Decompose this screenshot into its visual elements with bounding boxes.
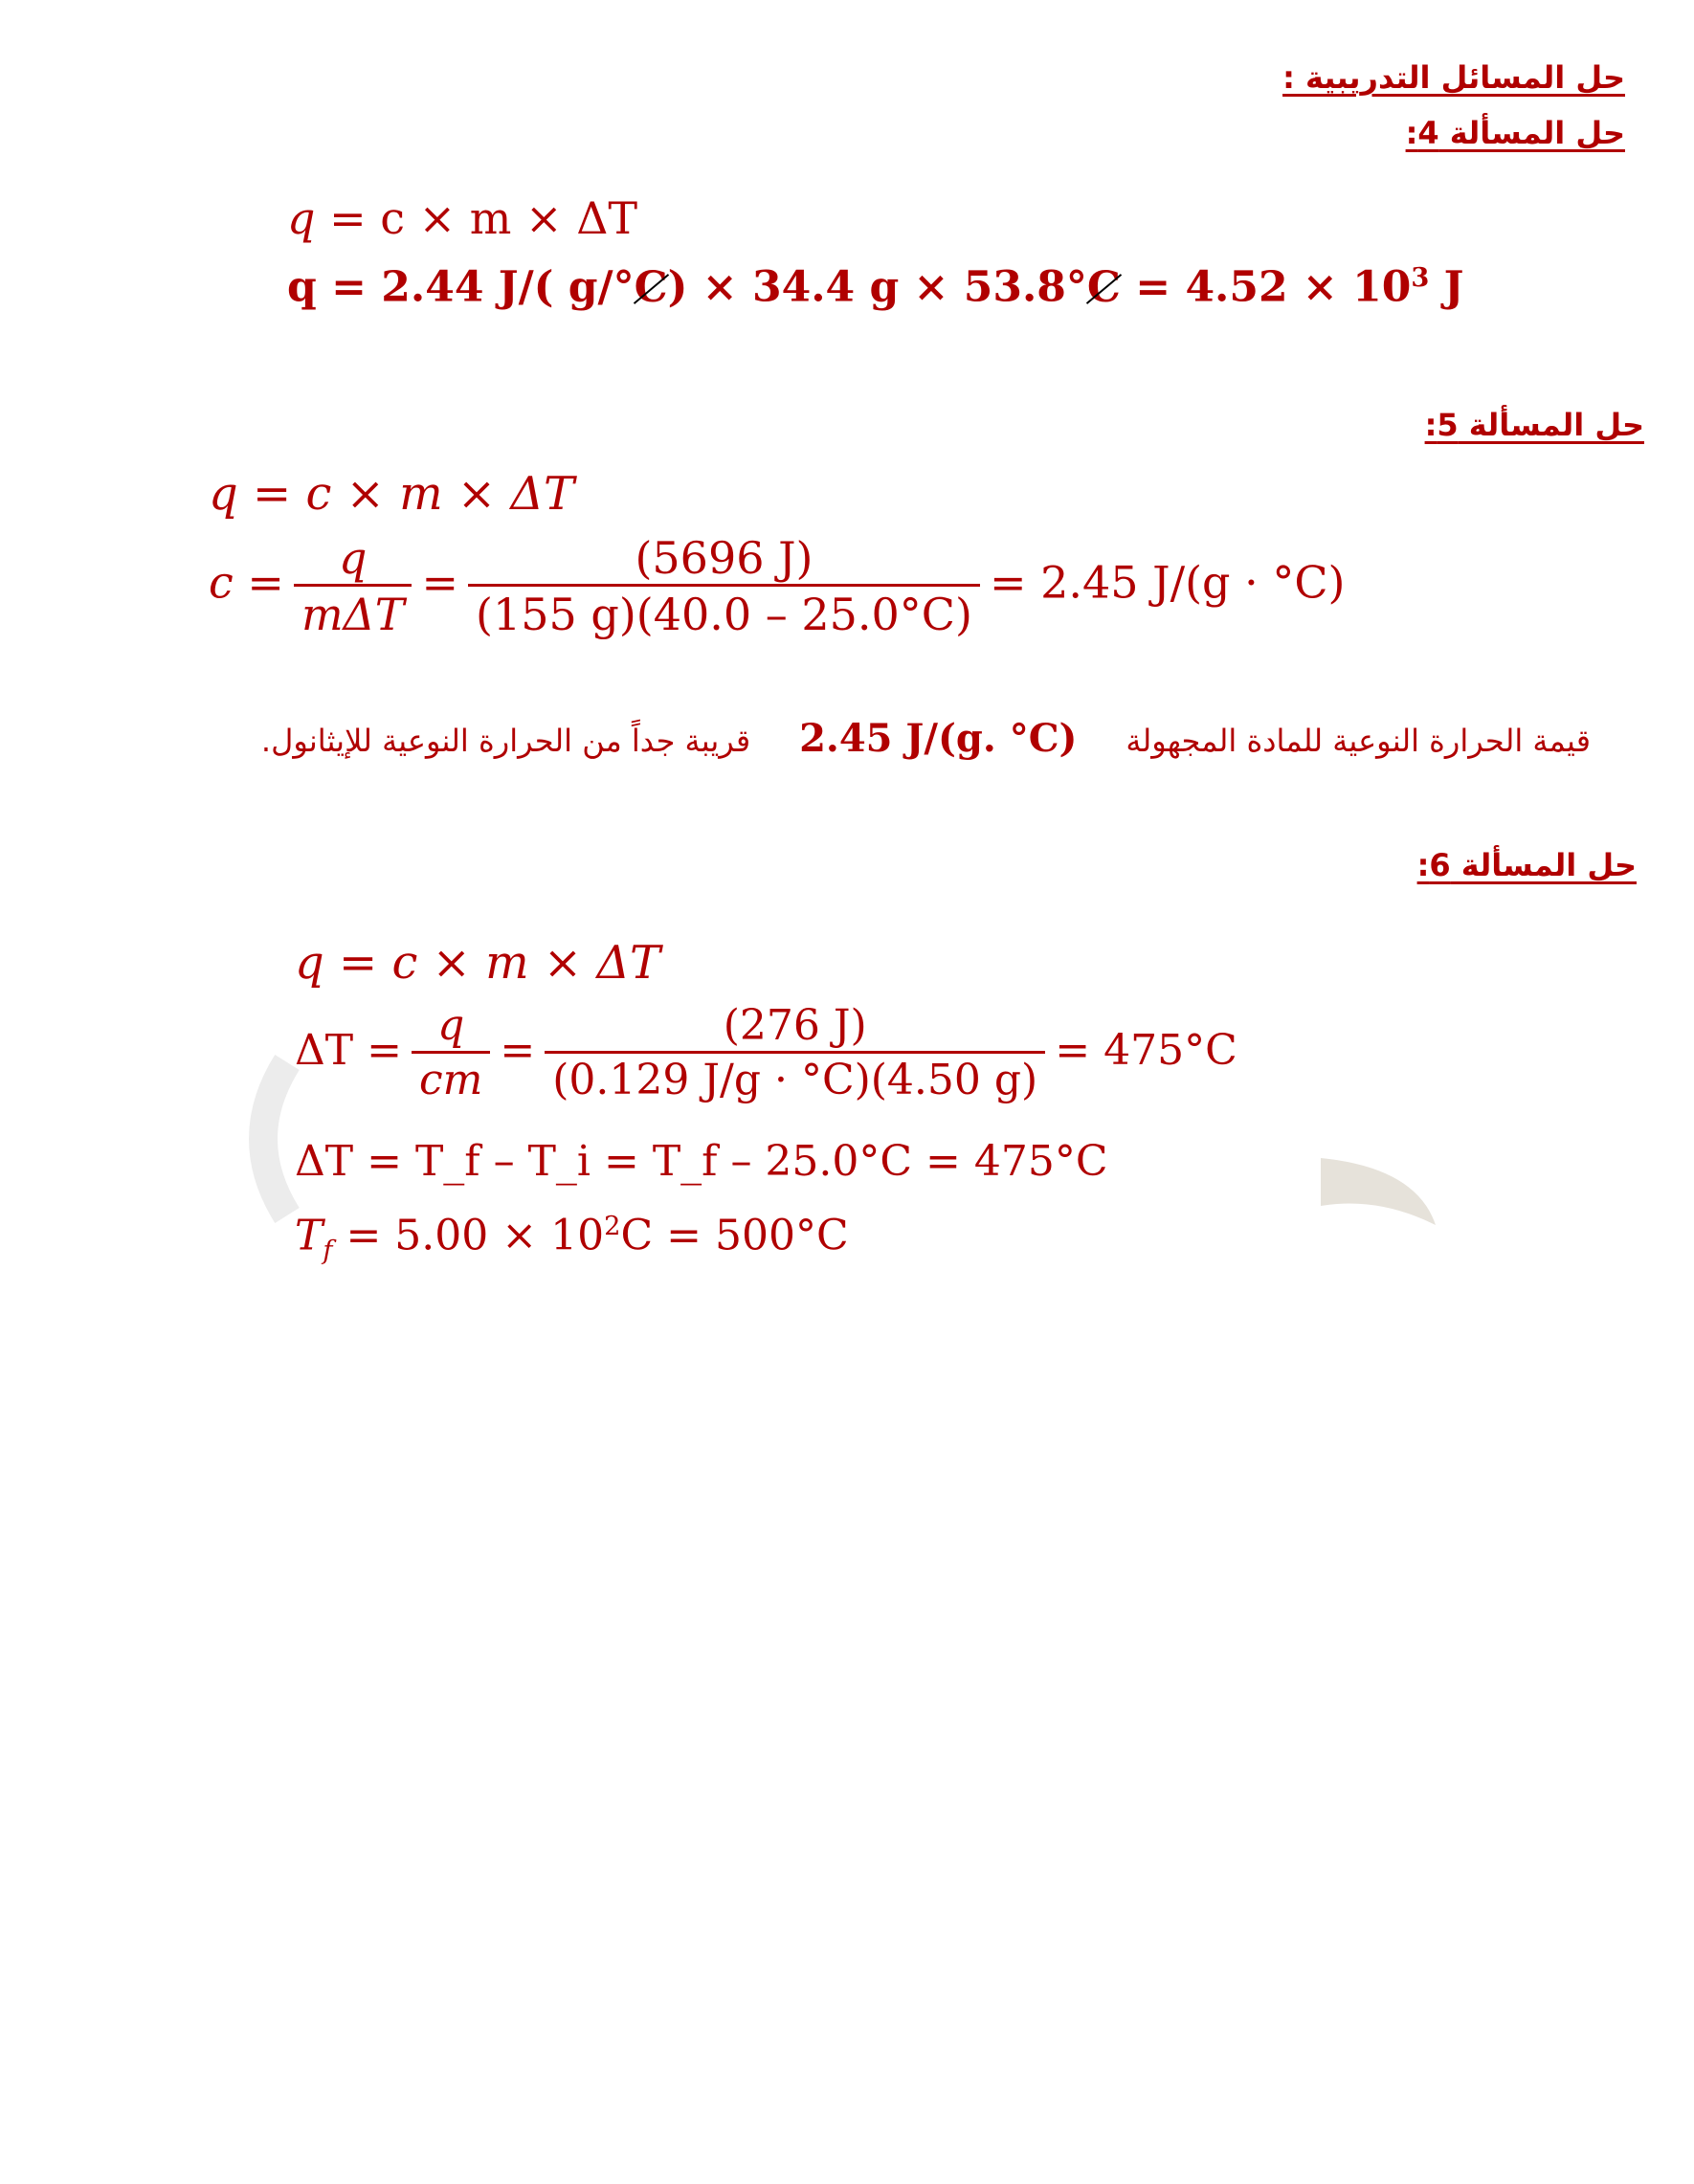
problem6-frac2-num: (276 J) [545,1005,1045,1054]
problem5-frac2-den: (155 g)(40.0 – 25.0°C) [476,589,972,640]
problem6-equals: = [500,1026,536,1075]
problem6-line4-mid: = 5.00 × 10 [332,1211,605,1260]
heading-problem-6: حل المسألة 6: [1416,847,1637,883]
problem6-tf-sub: f [323,1236,333,1266]
problem5-frac1-num: q [294,536,412,587]
problem4-exponent: 3 [1411,262,1430,293]
heading-problem-4: حل المسألة 4: [1405,115,1625,151]
problem4-line1-lhs: q [287,192,316,244]
problem6-frac2-den: (0.129 J/g · °C)(4.50 g) [552,1056,1038,1104]
problem6-line4 [295,1211,849,1266]
problem5-result: = 2.45 J/(g · °C) [989,556,1346,609]
problem5-line2 [209,532,1346,640]
problem6-line3: ΔT = T_f – T_i = T_f – 25.0°C = 475°C [295,1137,1108,1186]
problem6-line1: q = c × m × ΔT [295,936,661,990]
problem5-frac1-den: mΔT [301,589,405,640]
problem5-note-part2: قريبة جداً من الحرارة النوعية للإيثانول. [260,723,751,759]
problem5-line1: q = c × m × ΔT [209,467,575,521]
problem6-dT-label: ΔT = [295,1026,402,1075]
problem4-line2 [287,262,1464,312]
problem4-cancelled-unit-2: C [1086,262,1121,312]
problem6-fraction-2 [545,1001,1045,1104]
problem4-line1 [287,192,638,244]
problem4-line2-rhs: = 4.52 × 10 [1120,262,1412,312]
problem6-fraction-1 [412,1001,490,1104]
problem5-equals: = [421,556,459,609]
problem6-line2 [295,1001,1237,1104]
problem4-line1-rhs: = c × m × ΔT [329,192,638,244]
problem4-line2-unit: J [1429,262,1464,312]
watermark-arc [263,1062,287,1215]
problem4-line2-lhs: q = 2.44 J/( g/° [287,262,635,312]
problem5-c-label: c = [209,556,284,609]
problem6-frac1-den: cm [418,1056,483,1104]
problem4-cancelled-unit-1: C [634,262,668,312]
problem4-line2-mid: ) × 34.4 g × 53.8° [667,262,1087,312]
watermark-swoosh [1321,1158,1436,1225]
problem5-fraction-2 [468,532,980,640]
problem5-note-value: 2.45 J/(g. °C) [799,716,1078,761]
problem6-tf: T [295,1211,323,1260]
problem6-result: = 475°C [1055,1026,1237,1075]
problem5-fraction-1 [294,532,412,640]
problem6-frac1-num: q [412,1005,490,1054]
problem6-exponent: 2 [604,1212,621,1241]
problem5-frac2-num: (5696 J) [468,536,980,587]
problem5-note [261,716,1591,761]
heading-problem-5: حل المسألة 5: [1424,407,1644,443]
heading-training-solutions: حل المسائل التدريبية : [1282,59,1625,96]
problem5-note-part1: قيمة الحرارة النوعية للمادة المجهولة [1126,723,1591,759]
problem6-line4-end: C = 500°C [620,1211,849,1260]
